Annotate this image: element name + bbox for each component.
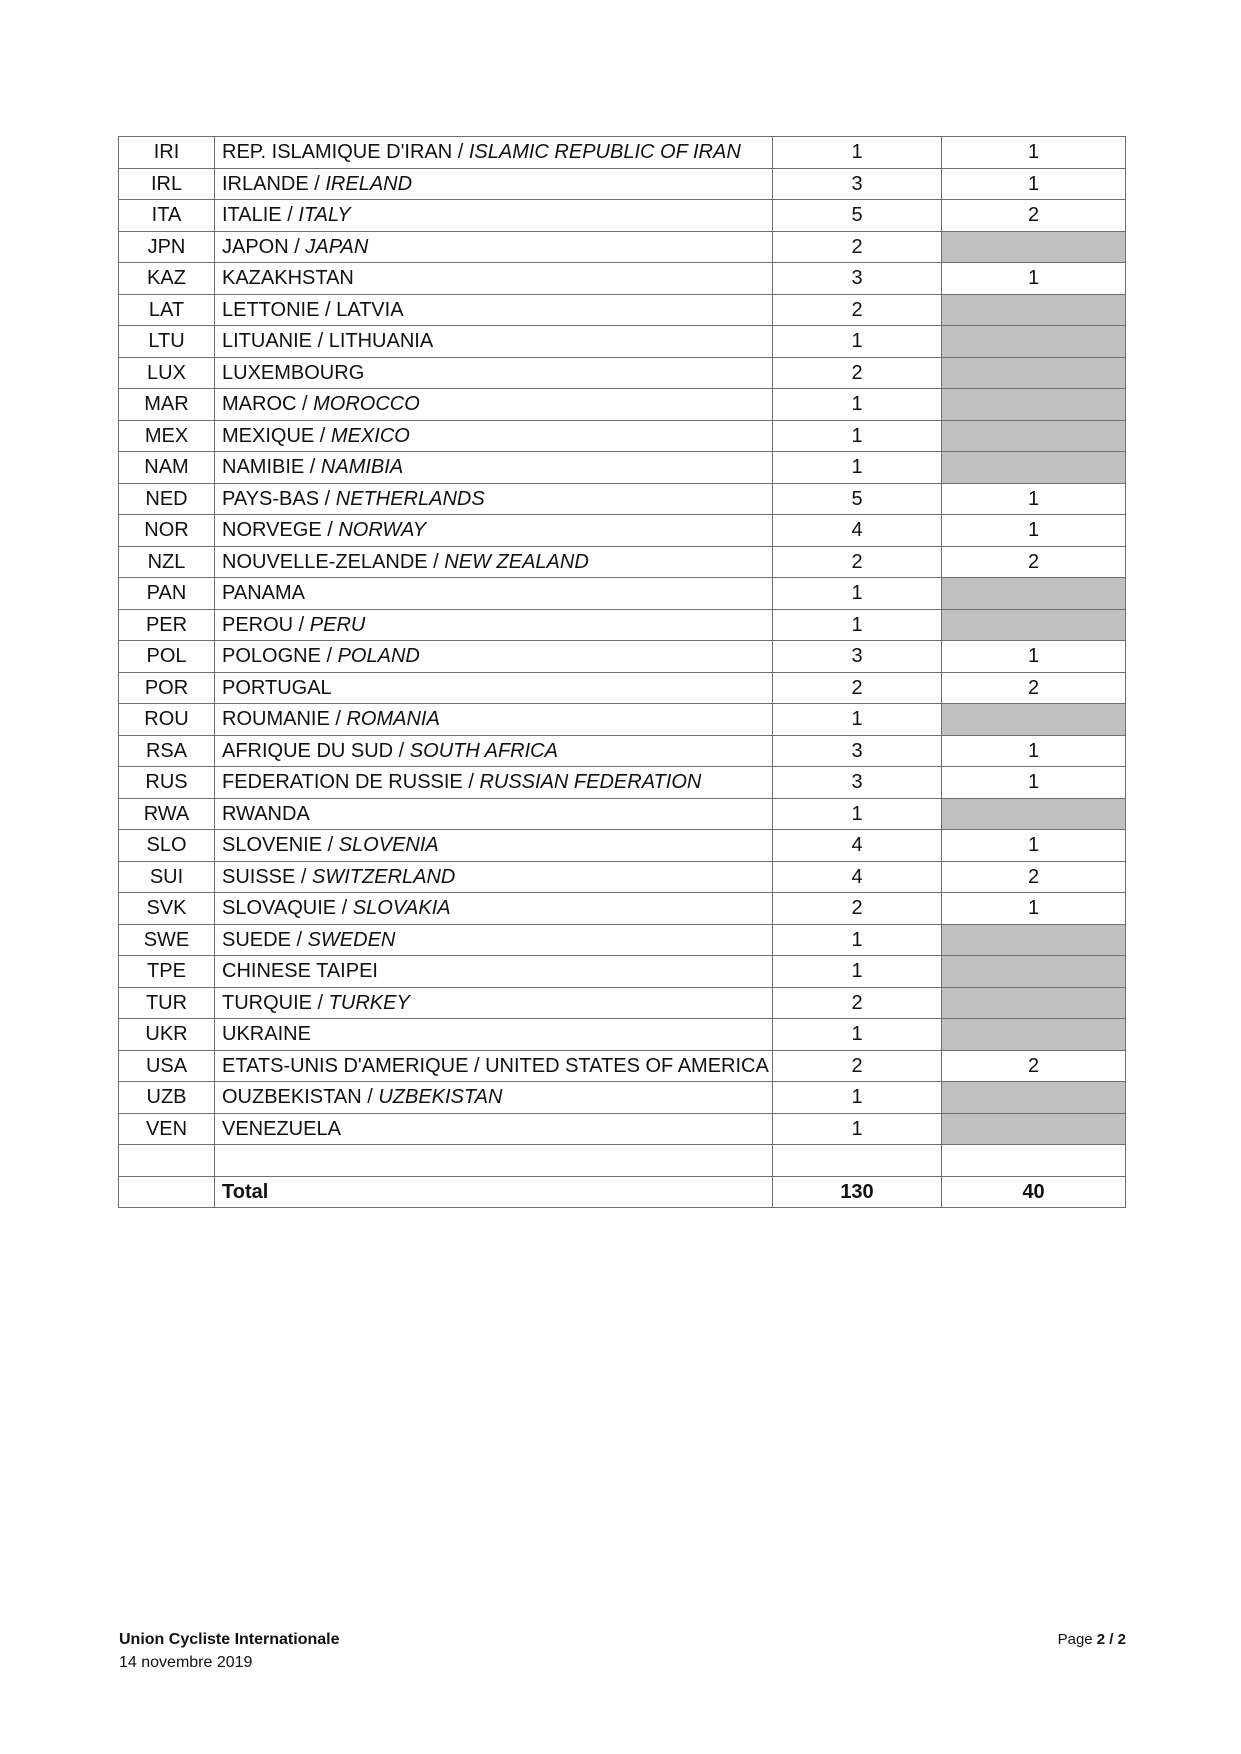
country-name-en: SLOVAKIA — [352, 897, 451, 920]
country-code: IRL — [119, 168, 215, 200]
country-name-en: MEXICO — [330, 424, 410, 447]
country-name-fr: JAPON — [222, 235, 289, 258]
country-name-en: SWITZERLAND — [312, 865, 456, 888]
value-a: 5 — [773, 200, 942, 232]
value-a: 4 — [773, 515, 942, 547]
country-name-en: ITALY — [298, 204, 351, 227]
footer-organization: Union Cycliste Internationale — [119, 1631, 340, 1648]
value-a: 1 — [773, 326, 942, 358]
country-name-fr: PANAMA — [222, 582, 305, 605]
value-a: 1 — [773, 956, 942, 988]
table-row — [119, 294, 1126, 326]
country-name-en: RUSSIAN FEDERATION — [479, 771, 702, 794]
page-number — [1058, 1628, 1126, 1651]
country-name-en: SLOVENIA — [338, 834, 439, 857]
table-row — [119, 452, 1126, 484]
country-name-en: MOROCCO — [313, 393, 420, 416]
value-b: 1 — [942, 483, 1126, 515]
value-a: 1 — [773, 924, 942, 956]
country-name-en: POLAND — [337, 645, 420, 668]
country-name-fr: KAZAKHSTAN — [222, 267, 354, 290]
country-name-fr: IRLANDE — [222, 172, 309, 195]
country-name-fr: LUXEMBOURG — [222, 361, 365, 384]
value-a: 1 — [773, 452, 942, 484]
country-code: PER — [119, 609, 215, 641]
country-name — [215, 704, 773, 736]
country-code: IRI — [119, 137, 215, 169]
country-name — [215, 798, 773, 830]
country-name — [215, 231, 773, 263]
value-a: 3 — [773, 263, 942, 295]
country-name-fr: REP. ISLAMIQUE D'IRAN — [222, 141, 453, 164]
country-name — [215, 830, 773, 862]
country-name — [215, 137, 773, 169]
country-name — [215, 609, 773, 641]
country-name-fr: FEDERATION DE RUSSIE — [222, 771, 463, 794]
country-code: VEN — [119, 1113, 215, 1145]
value-a: 3 — [773, 168, 942, 200]
country-name — [215, 546, 773, 578]
table-row — [119, 1050, 1126, 1082]
country-name-fr: ETATS-UNIS D'AMERIQUE / UNITED STATES OF AMERICA — [222, 1054, 769, 1077]
country-code: PAN — [119, 578, 215, 610]
country-code: LUX — [119, 357, 215, 389]
value-b-empty — [942, 609, 1126, 641]
name-separator: / — [329, 708, 347, 731]
country-name-fr: SLOVENIE — [222, 834, 323, 857]
value-b-empty — [942, 294, 1126, 326]
value-b-empty — [942, 924, 1126, 956]
value-a: 1 — [773, 704, 942, 736]
table-row — [119, 893, 1126, 925]
country-code: NZL — [119, 546, 215, 578]
country-code: NAM — [119, 452, 215, 484]
name-separator: / — [427, 550, 445, 573]
table-row — [119, 987, 1126, 1019]
country-name — [215, 893, 773, 925]
value-a: 2 — [773, 231, 942, 263]
country-name-fr: OUZBEKISTAN — [222, 1086, 362, 1109]
total-row — [119, 1176, 1126, 1208]
table-row — [119, 767, 1126, 799]
country-code: UZB — [119, 1082, 215, 1114]
country-name — [215, 1082, 773, 1114]
country-name-en: SOUTH AFRICA — [409, 739, 558, 762]
country-name-en: NORWAY — [338, 519, 427, 542]
country-name — [215, 987, 773, 1019]
table-row — [119, 861, 1126, 893]
blank-cell — [773, 1145, 942, 1177]
country-code: LAT — [119, 294, 215, 326]
country-code: KAZ — [119, 263, 215, 295]
total-value-b: 40 — [942, 1176, 1126, 1208]
total-label: Total — [215, 1176, 773, 1208]
country-code: MEX — [119, 420, 215, 452]
country-code: JPN — [119, 231, 215, 263]
country-code: ROU — [119, 704, 215, 736]
value-a: 1 — [773, 1113, 942, 1145]
value-b-empty — [942, 987, 1126, 1019]
country-name-fr: ROUMANIE — [222, 708, 330, 731]
value-b-empty — [942, 231, 1126, 263]
table-row — [119, 389, 1126, 421]
value-b: 1 — [942, 641, 1126, 673]
table-row — [119, 578, 1126, 610]
country-name-en: SWEDEN — [307, 928, 396, 951]
name-separator: / — [296, 393, 314, 416]
country-name-fr: ITALIE — [222, 204, 282, 227]
country-code: UKR — [119, 1019, 215, 1051]
country-name — [215, 641, 773, 673]
page-current: 2 — [1096, 1631, 1106, 1648]
country-code: RSA — [119, 735, 215, 767]
value-b: 1 — [942, 137, 1126, 169]
country-name — [215, 924, 773, 956]
country-code: SUI — [119, 861, 215, 893]
value-a: 1 — [773, 420, 942, 452]
table-row — [119, 1019, 1126, 1051]
name-separator: / — [452, 141, 469, 164]
country-name — [215, 294, 773, 326]
country-name — [215, 389, 773, 421]
country-name-fr: RWANDA — [222, 802, 310, 825]
country-name-fr: VENEZUELA — [222, 1117, 341, 1140]
value-a: 3 — [773, 767, 942, 799]
country-name-en: NEW ZEALAND — [444, 550, 589, 573]
value-b: 2 — [942, 1050, 1126, 1082]
value-b: 1 — [942, 893, 1126, 925]
value-b: 2 — [942, 672, 1126, 704]
name-separator: / — [312, 991, 329, 1014]
country-code: RWA — [119, 798, 215, 830]
table-row — [119, 672, 1126, 704]
total-value-a: 130 — [773, 1176, 942, 1208]
country-name-fr: NORVEGE — [222, 519, 322, 542]
value-a: 4 — [773, 861, 942, 893]
value-a: 1 — [773, 137, 942, 169]
nations-table — [118, 136, 1126, 1208]
country-code: SLO — [119, 830, 215, 862]
value-a: 5 — [773, 483, 942, 515]
value-b-empty — [942, 357, 1126, 389]
country-name — [215, 1050, 773, 1082]
country-name-en: ISLAMIC REPUBLIC OF IRAN — [468, 141, 741, 164]
value-b: 1 — [942, 767, 1126, 799]
table-row — [119, 263, 1126, 295]
name-separator: / — [308, 172, 326, 195]
country-name-fr: NOUVELLE-ZELANDE — [222, 550, 428, 573]
table-row — [119, 798, 1126, 830]
country-name — [215, 956, 773, 988]
value-b: 2 — [942, 546, 1126, 578]
table-row — [119, 1113, 1126, 1145]
value-a: 2 — [773, 1050, 942, 1082]
page-prefix: Page — [1057, 1631, 1097, 1648]
country-name-fr: PAYS-BAS — [222, 487, 320, 510]
country-name — [215, 578, 773, 610]
value-a: 2 — [773, 294, 942, 326]
country-name-fr: LITUANIE / LITHUANIA — [222, 330, 434, 353]
value-a: 1 — [773, 1082, 942, 1114]
name-separator: / — [321, 519, 339, 542]
country-name — [215, 1019, 773, 1051]
country-code: TPE — [119, 956, 215, 988]
value-b-empty — [942, 578, 1126, 610]
name-separator: / — [322, 834, 339, 857]
table-row — [119, 420, 1126, 452]
table-row — [119, 609, 1126, 641]
country-name-en: UZBEKISTAN — [378, 1086, 503, 1109]
country-name-fr: PEROU — [222, 613, 294, 636]
country-name-fr: UKRAINE — [222, 1023, 311, 1046]
table-row — [119, 1082, 1126, 1114]
value-a: 2 — [773, 672, 942, 704]
country-name-fr: SUEDE — [222, 928, 291, 951]
country-name-fr: NAMIBIE — [222, 456, 305, 479]
country-code: MAR — [119, 389, 215, 421]
country-name-fr: POLOGNE — [222, 645, 321, 668]
blank-cell — [215, 1145, 773, 1177]
value-a: 1 — [773, 389, 942, 421]
country-name — [215, 168, 773, 200]
table-row — [119, 515, 1126, 547]
country-name-en: ROMANIA — [346, 708, 440, 731]
country-name-en: TURKEY — [328, 991, 410, 1014]
name-separator: / — [290, 928, 308, 951]
country-name-fr: LETTONIE / LATVIA — [222, 298, 404, 321]
value-a: 2 — [773, 893, 942, 925]
country-name — [215, 483, 773, 515]
country-name-fr: MAROC — [222, 393, 297, 416]
table-row — [119, 168, 1126, 200]
value-b-empty — [942, 1019, 1126, 1051]
value-b-empty — [942, 1082, 1126, 1114]
country-name — [215, 357, 773, 389]
blank-cell — [942, 1145, 1126, 1177]
table-row — [119, 546, 1126, 578]
value-b-empty — [942, 798, 1126, 830]
country-name-fr: AFRIQUE DU SUD — [222, 739, 394, 762]
country-name-en: NETHERLANDS — [335, 487, 485, 510]
name-separator: / — [281, 204, 299, 227]
total-code-cell — [119, 1176, 215, 1208]
country-name-fr: SLOVAQUIE — [222, 897, 337, 920]
table-row — [119, 735, 1126, 767]
country-name — [215, 861, 773, 893]
country-name — [215, 672, 773, 704]
country-name — [215, 735, 773, 767]
name-separator: / — [361, 1086, 379, 1109]
country-code: NOR — [119, 515, 215, 547]
table-row — [119, 483, 1126, 515]
table-row — [119, 137, 1126, 169]
table-row-blank — [119, 1145, 1126, 1177]
country-code: USA — [119, 1050, 215, 1082]
name-separator: / — [314, 424, 331, 447]
country-code: POL — [119, 641, 215, 673]
table-row — [119, 704, 1126, 736]
table-row — [119, 357, 1126, 389]
value-a: 1 — [773, 609, 942, 641]
table-row — [119, 956, 1126, 988]
value-b: 1 — [942, 168, 1126, 200]
value-a: 1 — [773, 1019, 942, 1051]
name-separator: / — [288, 235, 306, 258]
country-name — [215, 200, 773, 232]
country-name-fr: CHINESE TAIPEI — [222, 960, 378, 983]
footer-left — [119, 1628, 339, 1674]
country-name-en: PERU — [309, 613, 366, 636]
blank-cell — [119, 1145, 215, 1177]
table-row — [119, 641, 1126, 673]
value-b-empty — [942, 326, 1126, 358]
country-name-fr: PORTUGAL — [222, 676, 332, 699]
value-a: 3 — [773, 641, 942, 673]
country-name — [215, 452, 773, 484]
name-separator: / — [319, 487, 336, 510]
value-a: 2 — [773, 987, 942, 1019]
table-row — [119, 231, 1126, 263]
name-separator: / — [462, 771, 480, 794]
country-name — [215, 326, 773, 358]
value-b: 2 — [942, 200, 1126, 232]
value-b: 1 — [942, 735, 1126, 767]
name-separator: / — [393, 739, 410, 762]
country-code: LTU — [119, 326, 215, 358]
value-b-empty — [942, 420, 1126, 452]
country-name — [215, 263, 773, 295]
value-a: 4 — [773, 830, 942, 862]
value-a: 3 — [773, 735, 942, 767]
country-name-fr: TURQUIE — [222, 991, 312, 1014]
table-row — [119, 200, 1126, 232]
value-b: 2 — [942, 861, 1126, 893]
value-b-empty — [942, 956, 1126, 988]
value-a: 2 — [773, 357, 942, 389]
value-b: 1 — [942, 263, 1126, 295]
country-code: POR — [119, 672, 215, 704]
nations-table-body — [119, 137, 1126, 1208]
page-total: 2 — [1117, 1631, 1126, 1648]
value-b-empty — [942, 389, 1126, 421]
country-name-fr: MEXIQUE — [222, 424, 315, 447]
country-code: SVK — [119, 893, 215, 925]
country-code: RUS — [119, 767, 215, 799]
value-b: 1 — [942, 830, 1126, 862]
country-name-en: IRELAND — [325, 172, 413, 195]
table-row — [119, 326, 1126, 358]
page-separator: / — [1105, 1631, 1118, 1648]
country-name — [215, 1113, 773, 1145]
value-b-empty — [942, 1113, 1126, 1145]
table-row — [119, 924, 1126, 956]
country-name — [215, 420, 773, 452]
name-separator: / — [336, 897, 353, 920]
name-separator: / — [293, 613, 310, 636]
country-code: NED — [119, 483, 215, 515]
country-code: ITA — [119, 200, 215, 232]
country-name-en: JAPAN — [305, 235, 369, 258]
value-b-empty — [942, 704, 1126, 736]
country-name-fr: SUISSE — [222, 865, 296, 888]
country-name — [215, 767, 773, 799]
name-separator: / — [320, 645, 338, 668]
country-code: TUR — [119, 987, 215, 1019]
footer-date: 14 novembre 2019 — [119, 1654, 253, 1671]
value-a: 1 — [773, 798, 942, 830]
country-code: SWE — [119, 924, 215, 956]
value-b-empty — [942, 452, 1126, 484]
table-row — [119, 830, 1126, 862]
name-separator: / — [304, 456, 321, 479]
name-separator: / — [295, 865, 313, 888]
country-name — [215, 515, 773, 547]
value-a: 1 — [773, 578, 942, 610]
value-a: 2 — [773, 546, 942, 578]
country-name-en: NAMIBIA — [320, 456, 404, 479]
value-b: 1 — [942, 515, 1126, 547]
